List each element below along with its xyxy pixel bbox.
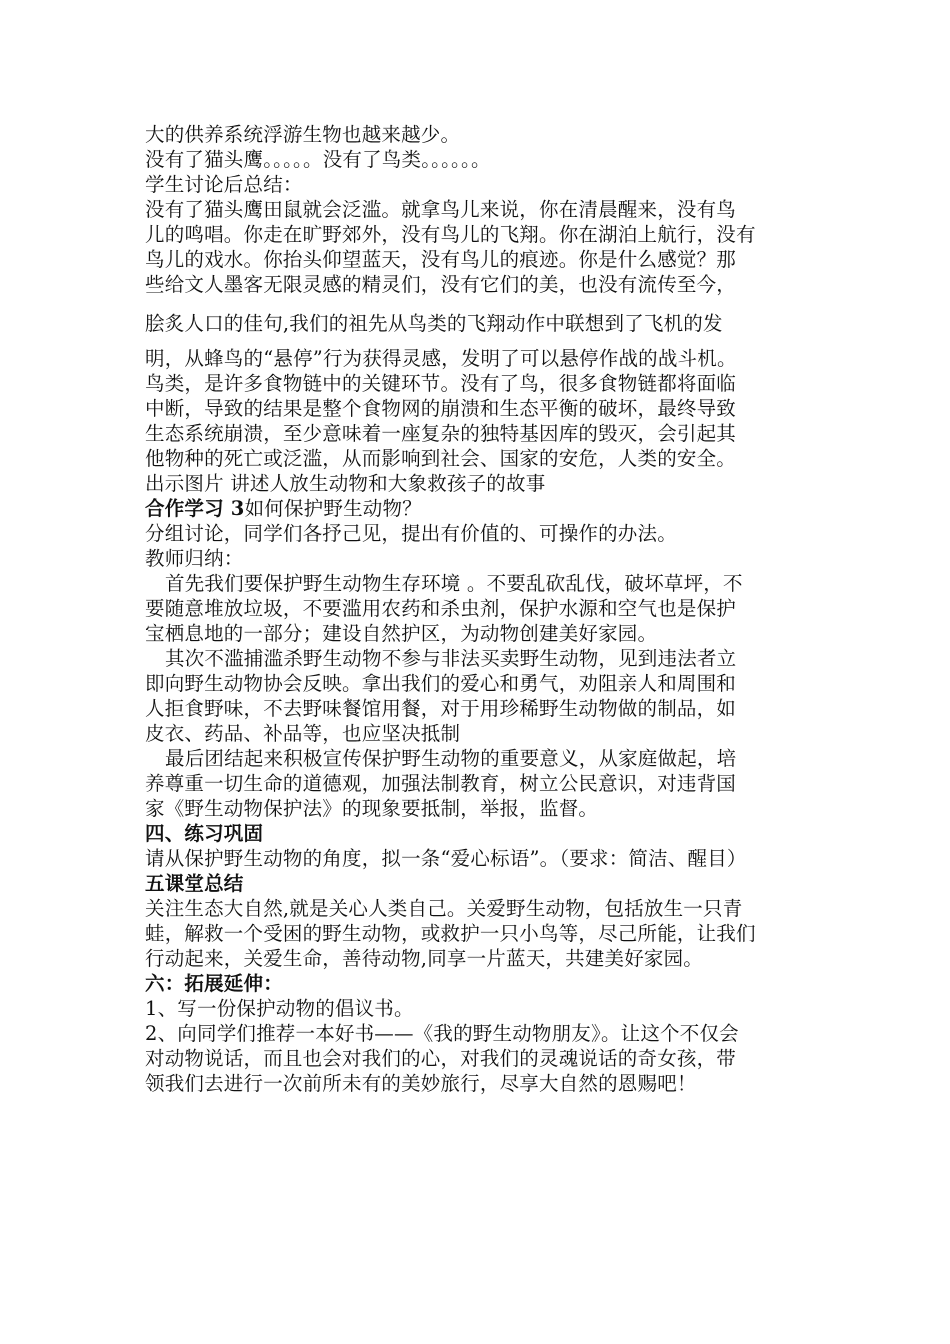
text-line: 学生讨论后总结： (145, 173, 303, 196)
text-line: 鸟儿的戏水。你抬头仰望蓝天，没有鸟儿的痕迹。你是什么感觉？那 (145, 248, 737, 271)
section-4-text: 请从保护野生动物的角度，拟一条“爱心标语”。（要求：简洁、醒目） (145, 847, 747, 870)
text-line: 宝栖息地的一部分；建设自然护区，为动物创建美好家园。 (145, 622, 658, 645)
text-line: 生态系统崩溃，至少意味着一座复杂的独特基因库的毁灭，会引起其 (145, 422, 737, 445)
text-line: 人拒食野味，不去野味餐馆用餐，对于用珍稀野生动物做的制品，如 (145, 697, 737, 720)
text-line: 家《野生动物保护法》的现象要抵制，举报，监督。 (145, 797, 599, 820)
document-body (145, 122, 815, 1096)
text-line: 对动物说话，而且也会对我们的心，对我们的灵魂说话的奇女孩，带 (145, 1047, 737, 1070)
text-line: 出示图片 讲述人放生动物和大象救孩子的故事 (145, 472, 546, 495)
text-line: 2、向同学们推荐一本好书——《我的野生动物朋友》。让这个不仅会 (145, 1022, 739, 1045)
text-line: 他物种的死亡或泛滥，从而影响到社会、国家的安危，人类的安全。 (145, 447, 737, 470)
text-line: 教师归纳： (145, 547, 244, 570)
section-6-heading: 六：拓展延伸： (145, 972, 283, 995)
text-line: 大的供养系统浮游生物也越来越少。 (145, 123, 461, 146)
section-5-heading: 五课堂总结 (145, 872, 244, 895)
text-line: 些给文人墨客无限灵感的精灵们，没有它们的美，也没有流传至今， (145, 273, 737, 296)
text-line: 即向野生动物协会反映。拿出我们的爱心和勇气，劝阻亲人和周围和 (145, 672, 737, 695)
coop-learning-3 (145, 496, 815, 521)
section-4-heading: 四、练习巩固 (145, 822, 264, 845)
text-line: 关注生态大自然,就是关心人类自己。关爱野生动物，包括放生一只青 (145, 897, 743, 920)
coop-learning-3-question: 如何保护野生动物？ (244, 497, 422, 520)
text-line: 分组讨论，同学们各抒己见，提出有价值的、可操作的办法。 (145, 522, 677, 545)
text-line: 鸟类，是许多食物链中的关键环节。没有了鸟，很多食物链都将面临 (145, 372, 737, 395)
text-line: 脍炙人口的佳句,我们的祖先从鸟类的飞翔动作中联想到了飞机的发 (145, 312, 723, 335)
text-line: 首先我们要保护野生动物生存环境 。不要乱砍乱伐，破坏草坪，不 (165, 572, 743, 595)
text-line: 养尊重一切生命的道德观，加强法制教育，树立公民意识，对违背国 (145, 772, 737, 795)
text-line: 其次不滥捕滥杀野生动物不参与非法买卖野生动物，见到违法者立 (165, 647, 737, 670)
text-line: 行动起来，关爱生命，善待动物,同享一片蓝天，共建美好家园。 (145, 947, 703, 970)
text-line: 最后团结起来积极宣传保护野生动物的重要意义，从家庭做起，培 (165, 747, 737, 770)
text-line: 没有了猫头鹰。。。。。没有了鸟类。。。。。。 (145, 148, 491, 171)
text-line: 要随意堆放垃圾，不要滥用农药和杀虫剂，保护水源和空气也是保护 (145, 597, 737, 620)
text-line: 领我们去进行一次前所未有的美妙旅行，尽享大自然的恩赐吧！ (145, 1072, 697, 1095)
text-line: 明，从蜂鸟的“悬停”行为获得灵感，发明了可以悬停作战的战斗机。 (145, 347, 737, 370)
text-line: 蛙，解救一个受困的野生动物，或救护一只小鸟等，尽己所能，让我们 (145, 922, 756, 945)
text-line: 皮衣、药品、补品等，也应坚决抵制 (145, 722, 461, 745)
text-line: 1、写一份保护动物的倡议书。 (145, 997, 414, 1020)
text-line: 中断，导致的结果是整个食物网的崩溃和生态平衡的破坏，最终导致 (145, 397, 737, 420)
text-line: 儿的鸣唱。你走在旷野郊外，没有鸟儿的飞翔。你在湖泊上航行，没有 (145, 223, 756, 246)
text-line: 没有了猫头鹰田鼠就会泛滥。就拿鸟儿来说，你在清晨醒来，没有鸟 (145, 198, 737, 221)
coop-learning-3-title: 合作学习 3 (145, 497, 245, 520)
